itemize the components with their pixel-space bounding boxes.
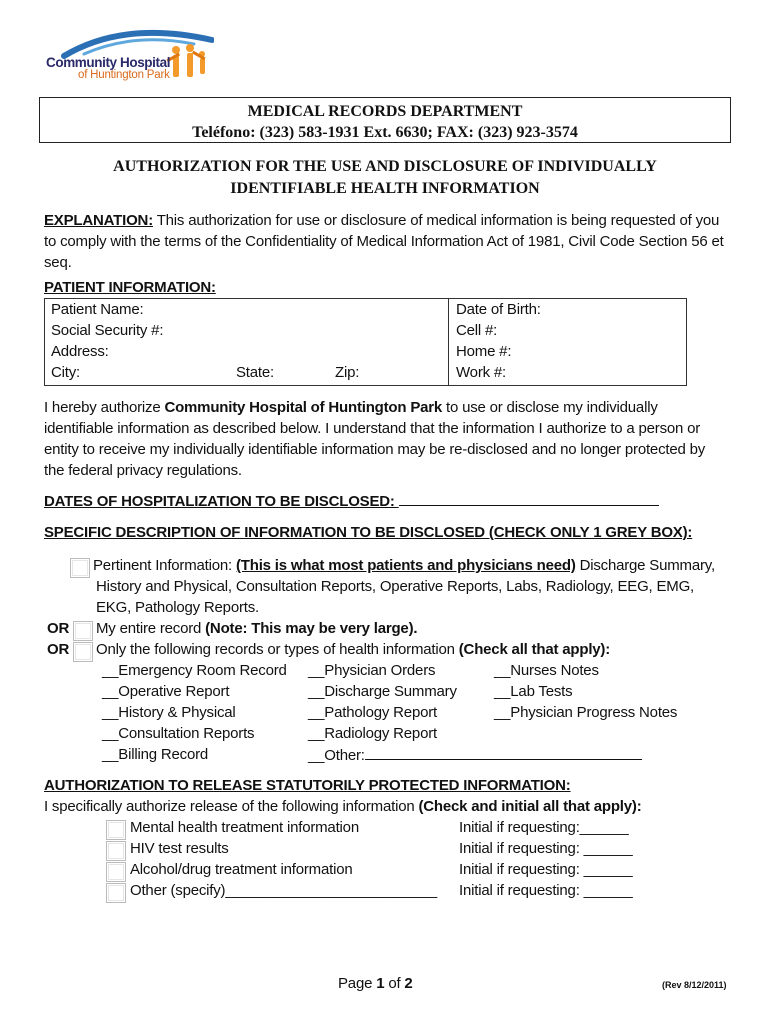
alcohol-drug-label: Alcohol/drug treatment information	[130, 861, 353, 878]
other-specify-checkbox[interactable]	[106, 883, 126, 903]
zip-field[interactable]: Zip:	[335, 364, 360, 381]
department-name: MEDICAL RECORDS DEPARTMENT	[247, 103, 523, 120]
record-other-blank[interactable]	[365, 746, 642, 760]
state-field[interactable]: State:	[236, 364, 274, 381]
entire-bold: (Note: This may be very large).	[205, 620, 418, 637]
page-current: 1	[376, 975, 385, 992]
record-lab-tests[interactable]: __Lab Tests	[494, 683, 573, 700]
mental-health-checkbox[interactable]	[106, 820, 126, 840]
record-other-label: __Other:	[308, 747, 365, 764]
revision-date: (Rev 8/12/2011)	[662, 980, 727, 990]
alcohol-drug-checkbox[interactable]	[106, 862, 126, 882]
other-specify-initial[interactable]: Initial if requesting: ______	[459, 882, 633, 899]
record-progress-notes[interactable]: __Physician Progress Notes	[494, 704, 678, 721]
hospital-logo	[44, 26, 214, 92]
page-number	[338, 975, 413, 992]
entire-record-option	[96, 620, 417, 637]
record-discharge-summary[interactable]: __Discharge Summary	[308, 683, 457, 700]
pertinent-info-checkbox[interactable]	[70, 558, 90, 578]
hiv-checkbox[interactable]	[106, 841, 126, 861]
record-other[interactable]	[308, 746, 642, 764]
statutory-intro-bold: (Check and initial all that apply):	[418, 798, 642, 815]
work-phone-field[interactable]: Work #:	[456, 364, 507, 381]
pertinent-info-option	[93, 557, 715, 574]
authorize-org: Community Hospital of Huntington Park	[164, 399, 443, 416]
page-mid: of	[384, 975, 405, 992]
patient-name-field[interactable]: Patient Name:	[51, 301, 144, 318]
department-phone: Teléfono: (323) 583-1931 Ext. 6630; FAX: (323) 923-3574	[192, 124, 578, 141]
dates-of-hospitalization	[44, 491, 659, 510]
record-pathology[interactable]: __Pathology Report	[308, 704, 437, 721]
city-field[interactable]: City:	[51, 364, 81, 381]
cell-field[interactable]: Cell #:	[456, 322, 498, 339]
or-label-2: OR	[47, 641, 70, 658]
dates-label: DATES OF HOSPITALIZATION TO BE DISCLOSED:	[44, 493, 399, 510]
page-pre: Page	[338, 975, 377, 992]
alcohol-drug-initial[interactable]: Initial if requesting: ______	[459, 861, 633, 878]
record-operative[interactable]: __Operative Report	[102, 683, 230, 700]
patient-info-table	[44, 298, 687, 386]
home-phone-field[interactable]: Home #:	[456, 343, 512, 360]
following-records-checkbox[interactable]	[73, 642, 93, 662]
following-pre: Only the following records or types of health information	[96, 641, 459, 658]
pertinent-bold: (This is what most patients and physicians need)	[235, 557, 576, 574]
entire-record-checkbox[interactable]	[73, 621, 93, 641]
authorize-post: to use or disclose my individually identifiable information as described below. I understand that the information I authorize to a person or entity to receive my individually identifiable information may be re-disclosed and no longer protected by the federal privacy regulations.	[44, 399, 706, 479]
record-physician-orders[interactable]: __Physician Orders	[308, 662, 436, 679]
pertinent-info-line3: EKG, Pathology Reports.	[96, 599, 259, 616]
logo-location: of Huntington Park	[78, 69, 170, 81]
entire-pre: My entire record	[96, 620, 206, 637]
logo-name: Community Hospital	[46, 55, 171, 70]
pertinent-post: Discharge Summary,	[575, 557, 715, 574]
address-field[interactable]: Address:	[51, 343, 109, 360]
dates-blank[interactable]	[399, 491, 659, 506]
statutory-heading: AUTHORIZATION TO RELEASE STATUTORILY PROTECTED INFORMATION:	[44, 777, 571, 794]
statutory-intro	[44, 798, 642, 815]
page-total: 2	[404, 975, 413, 992]
specific-description-heading: SPECIFIC DESCRIPTION OF INFORMATION TO BE DISCLOSED (CHECK ONLY 1 GREY BOX):	[44, 524, 693, 541]
record-radiology[interactable]: __Radiology Report	[308, 725, 437, 742]
other-specify-label[interactable]: Other (specify)__________________________	[130, 882, 438, 899]
record-er[interactable]: __Emergency Room Record	[102, 662, 287, 679]
ssn-field[interactable]: Social Security #:	[51, 322, 164, 339]
form-title	[40, 156, 730, 200]
authorize-pre: I hereby authorize	[44, 399, 165, 416]
or-label-1: OR	[47, 620, 70, 637]
pertinent-info-line2: History and Physical, Consultation Reports, Operative Reports, Labs, Radiology, EEG, EMG,	[96, 578, 695, 595]
record-billing[interactable]: __Billing Record	[102, 746, 209, 763]
explanation-label: EXPLANATION:	[44, 212, 153, 229]
record-consultation[interactable]: __Consultation Reports	[102, 725, 255, 742]
record-history-physical[interactable]: __History & Physical	[102, 704, 236, 721]
mental-health-label: Mental health treatment information	[130, 819, 359, 836]
hiv-initial[interactable]: Initial if requesting: ______	[459, 840, 633, 857]
form-title-line1: AUTHORIZATION FOR THE USE AND DISCLOSURE OF INDIVIDUALLY	[113, 158, 657, 175]
department-header	[39, 97, 731, 143]
form-title-line2: IDENTIFIABLE HEALTH INFORMATION	[230, 180, 540, 197]
hiv-label: HIV test results	[130, 840, 229, 857]
mental-health-initial[interactable]: Initial if requesting:______	[459, 819, 629, 836]
explanation-text: This authorization for use or disclosure of medical information is being requested of you to comply with the terms of the Confidentiality of Medical Information Act of 1981, Civil Code Section 56 et seq.	[44, 212, 724, 271]
authorization-paragraph	[44, 397, 724, 481]
pertinent-pre: Pertinent Information:	[93, 557, 236, 574]
statutory-intro-pre: I specifically authorize release of the following information	[44, 798, 419, 815]
patient-info-heading: PATIENT INFORMATION:	[44, 279, 216, 296]
following-bold: (Check all that apply):	[458, 641, 611, 658]
following-records-option	[96, 641, 610, 658]
record-nurses-notes[interactable]: __Nurses Notes	[494, 662, 599, 679]
dob-field[interactable]: Date of Birth:	[456, 301, 541, 318]
explanation-paragraph	[44, 210, 734, 273]
